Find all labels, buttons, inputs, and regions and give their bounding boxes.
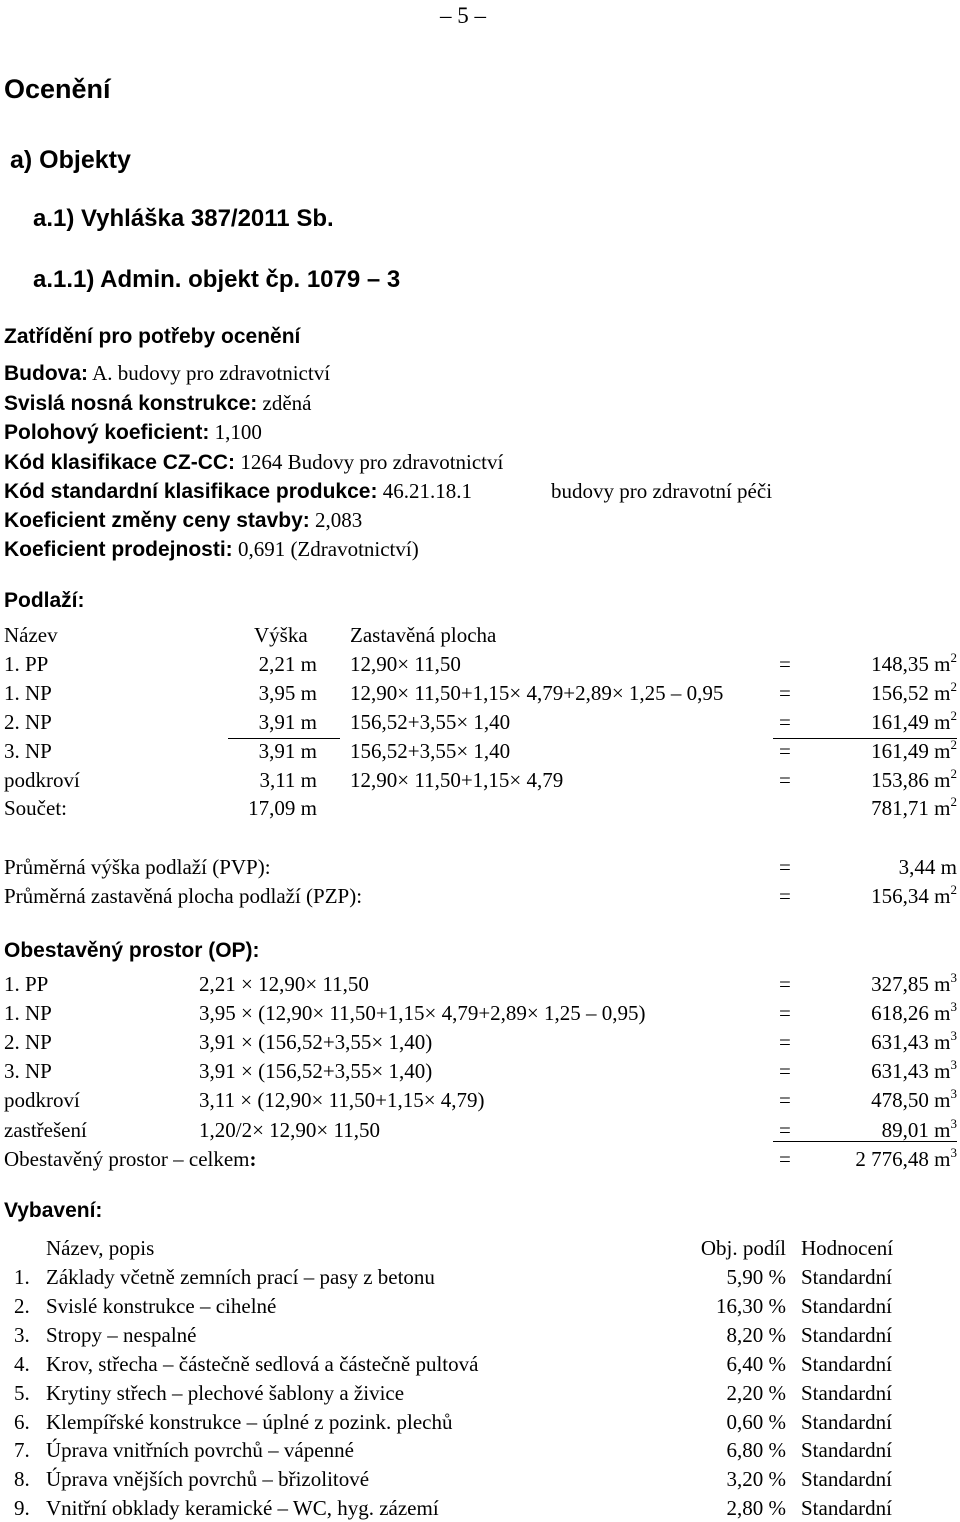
volume-value-exponent: 3 [950, 1086, 957, 1101]
classification-label: Budova: [4, 362, 88, 385]
floors-sum-area: 781,71 $m^2$ [871, 794, 957, 820]
volume-value [757, 970, 957, 996]
volume-total-label: Obestavěný prostor – celkem: [4, 1147, 257, 1171]
volume-value-exponent: 3 [950, 1057, 957, 1072]
equipment-num: 3. [14, 1322, 30, 1347]
volume-value-number: 89,01 m [881, 1118, 951, 1142]
floor-formula: 12,90× 11,50+1,15× 4,79+2,89× 1,25 – 0,95 [350, 681, 724, 705]
volume-eq: = [779, 1088, 791, 1112]
volume-value [757, 1057, 957, 1083]
equipment-share: 16,30 % [716, 1293, 786, 1318]
floor-area [757, 766, 957, 792]
page-number: – 5 – [440, 3, 486, 28]
floor-eq: = [779, 739, 791, 763]
average-eq: = [779, 855, 791, 879]
floor-eq: = [779, 652, 791, 676]
equipment-title: Vybavení: [4, 1199, 103, 1222]
volume-name: zastřešení [4, 1118, 87, 1142]
volume-eq: = [779, 1059, 791, 1083]
classification-row [4, 363, 330, 384]
volume-eq: = [779, 1030, 791, 1054]
floors-header-name: Název [4, 623, 58, 647]
floors-header-height: Výška [254, 623, 308, 647]
average-value [757, 882, 957, 908]
volume-value [757, 1116, 957, 1142]
floor-height: 3,91 m [258, 710, 317, 734]
average-value-number: 3,44 m [898, 855, 957, 879]
average-value-exponent: 2 [950, 882, 957, 897]
volume-value [757, 1028, 957, 1054]
floors-sum-label: Součet: [4, 796, 67, 820]
classification-row [4, 539, 419, 560]
classification-row [4, 422, 262, 443]
volume-formula: 3,91 × (156,52+3,55× 1,40) [199, 1059, 433, 1083]
volume-name: 2. NP [4, 1030, 52, 1054]
volume-title: Obestavěný prostor (OP): [4, 939, 260, 962]
floor-eq: = [779, 681, 791, 705]
equipment-rating: Standardní [801, 1380, 892, 1405]
equipment-share: 3,20 % [726, 1467, 786, 1492]
volume-formula: 3,91 × (156,52+3,55× 1,40) [199, 1030, 433, 1054]
equipment-header-rating: Hodnocení [801, 1236, 894, 1260]
volume-eq: = [779, 1001, 791, 1025]
floor-name: 1. NP [4, 681, 52, 705]
section-a-heading: a) Objekty [10, 146, 131, 174]
section-a1-heading: a.1) Vyhláška 387/2011 Sb. [33, 205, 334, 232]
volume-value-exponent: 3 [950, 1116, 957, 1131]
equipment-num: 7. [14, 1438, 30, 1463]
classification-title: Zatřídění pro potřeby ocenění [4, 325, 301, 348]
equipment-num: 1. [14, 1265, 30, 1289]
equipment-name: Klempířské konstrukce – úplné z pozink. plechů [46, 1409, 453, 1434]
equipment-header-name: Název, popis [46, 1236, 155, 1260]
floor-eq: = [779, 710, 791, 734]
volume-value-number: 631,43 m [871, 1030, 951, 1054]
floor-name: 3. NP [4, 739, 52, 763]
floors-header-area: Zastavěná plocha [350, 623, 497, 647]
floor-area-exponent: 2 [950, 708, 957, 723]
floors-title: Podlaží: [4, 589, 85, 612]
equipment-name: Vnitřní obklady keramické – WC, hyg. zázemí [46, 1496, 439, 1521]
equipment-share: 6,40 % [726, 1351, 786, 1376]
classification-label: Koeficient změny ceny stavby: [4, 509, 310, 532]
equipment-name: Úprava vnitřních povrchů – vápenné [46, 1438, 354, 1463]
volume-total-eq: = [779, 1147, 791, 1171]
volume-value-number: 618,26 m [871, 1001, 951, 1025]
equipment-rating: Standardní [801, 1322, 892, 1347]
volume-value-number: 478,50 m [871, 1088, 951, 1112]
floor-formula: 156,52+3,55× 1,40 [350, 739, 511, 763]
equipment-num: 9. [14, 1496, 30, 1521]
equipment-rating: Standardní [801, 1293, 892, 1318]
equipment-share: 6,80 % [726, 1438, 786, 1463]
equipment-share: 0,60 % [726, 1409, 786, 1434]
floor-area-number: 153,86 m [871, 768, 951, 792]
classification-value: A. budovy pro zdravotnictví [88, 361, 331, 385]
floor-area-number: 161,49 m [871, 710, 951, 734]
floor-area-exponent: 2 [950, 650, 957, 665]
average-value [757, 857, 957, 878]
equipment-num: 8. [14, 1467, 30, 1492]
floor-name: 1. PP [4, 652, 49, 676]
equipment-rating: Standardní [801, 1496, 892, 1521]
classification-row [4, 510, 362, 531]
floor-area-number: 161,49 m [871, 739, 951, 763]
floor-name: 2. NP [4, 710, 52, 734]
volume-value-exponent: 3 [950, 1028, 957, 1043]
classification-label: Svislá nosná konstrukce: [4, 392, 258, 415]
volume-value [757, 1086, 957, 1112]
volume-value-exponent: 3 [950, 999, 957, 1014]
equipment-name: Svislé konstrukce – cihelné [46, 1293, 277, 1318]
floor-height: 3,95 m [258, 681, 317, 705]
classification-label: Polohový koeficient: [4, 421, 210, 444]
floor-area [757, 679, 957, 705]
floor-name: podkroví [4, 768, 80, 792]
equipment-share: 2,80 % [726, 1496, 786, 1521]
volume-formula: 2,21 × 12,90× 11,50 [199, 972, 369, 996]
equipment-rating: Standardní [801, 1265, 892, 1289]
classification-value: 2,083 [309, 508, 363, 532]
equipment-header-share: Obj. podíl [700, 1236, 786, 1260]
volume-formula: 1,20/2× 12,90× 11,50 [199, 1118, 380, 1142]
classification-value: 46.21.18.1 [377, 479, 472, 503]
classification-label: Kód standardní klasifikace produkce: [4, 480, 378, 503]
volume-formula: 3,95 × (12,90× 11,50+1,15× 4,79+2,89× 1,25 – 0,95) [199, 1001, 646, 1025]
floor-height: 3,11 m [259, 768, 317, 792]
floor-eq: = [779, 768, 791, 792]
volume-name: 3. NP [4, 1059, 52, 1083]
floor-area-exponent: 2 [950, 679, 957, 694]
section-a11-heading: a.1.1) Admin. objekt čp. 1079 – 3 [33, 266, 401, 293]
equipment-name: Úprava vnějších povrchů – břizolitové [46, 1467, 370, 1492]
equipment-share: 2,20 % [726, 1380, 786, 1405]
page-heading: Ocenění [4, 74, 111, 104]
volume-name: podkroví [4, 1088, 80, 1112]
classification-row [4, 481, 472, 502]
classification-value: 0,691 (Zdravotnictví) [232, 537, 419, 561]
floor-area-number: 148,35 m [871, 652, 951, 676]
floor-area [757, 737, 957, 763]
equipment-num: 5. [14, 1380, 30, 1405]
equipment-rating: Standardní [801, 1467, 892, 1492]
classification-value: zděná [257, 391, 312, 415]
floors-height-sum-rule [228, 738, 340, 739]
floor-formula: 156,52+3,55× 1,40 [350, 710, 511, 734]
equipment-name: Krov, střecha – částečně sedlová a částečně pultová [46, 1351, 479, 1376]
equipment-rating: Standardní [801, 1438, 892, 1463]
floor-area [757, 708, 957, 734]
floor-area-number: 156,52 m [871, 681, 951, 705]
floors-area-sum-rule [773, 738, 957, 739]
classification-row [4, 393, 311, 414]
classification-label: Koeficient prodejnosti: [4, 538, 233, 561]
volume-value [757, 999, 957, 1025]
equipment-rating: Standardní [801, 1409, 892, 1434]
equipment-share: 8,20 % [726, 1322, 786, 1347]
equipment-share: 5,90 % [726, 1265, 786, 1289]
classification-extra: budovy pro zdravotní péči [551, 479, 773, 503]
volume-total-value: 2 776,48 $m^3$ [855, 1145, 957, 1171]
equipment-num: 4. [14, 1351, 30, 1376]
equipment-name: Stropy – nespalné [46, 1322, 197, 1347]
volume-value-number: 631,43 m [871, 1059, 951, 1083]
volume-name: 1. PP [4, 972, 49, 996]
average-eq: = [779, 884, 791, 908]
floor-height: 3,91 m [258, 739, 317, 763]
volume-eq: = [779, 972, 791, 996]
classification-row [4, 452, 503, 473]
floor-area [757, 650, 957, 676]
volume-value-exponent: 3 [950, 970, 957, 985]
volume-name: 1. NP [4, 1001, 52, 1025]
volume-formula: 3,11 × (12,90× 11,50+1,15× 4,79) [199, 1088, 485, 1112]
classification-value: 1,100 [209, 420, 262, 444]
floor-height: 2,21 m [258, 652, 317, 676]
equipment-num: 6. [14, 1409, 30, 1434]
floors-sum-height: 17,09 m [248, 796, 317, 820]
classification-label: Kód klasifikace CZ-CC: [4, 451, 236, 474]
volume-eq: = [779, 1118, 791, 1142]
equipment-name: Základy včetně zemních prací – pasy z betonu [46, 1265, 435, 1289]
floor-area-exponent: 2 [950, 766, 957, 781]
equipment-rating: Standardní [801, 1351, 892, 1376]
equipment-num: 2. [14, 1293, 30, 1318]
volume-total-rule [773, 1141, 957, 1142]
volume-value-number: 327,85 m [871, 972, 951, 996]
average-label: Průměrná zastavěná plocha podlaží (PZP): [4, 884, 363, 908]
floor-formula: 12,90× 11,50 [350, 652, 461, 676]
average-value-number: 156,34 m [871, 884, 951, 908]
average-label: Průměrná výška podlaží (PVP): [4, 855, 271, 879]
classification-value: 1264 Budovy pro zdravotnictví [235, 450, 504, 474]
floor-area-exponent: 2 [950, 737, 957, 752]
floor-formula: 12,90× 11,50+1,15× 4,79 [350, 768, 564, 792]
equipment-name: Krytiny střech – plechové šablony a živice [46, 1380, 405, 1405]
